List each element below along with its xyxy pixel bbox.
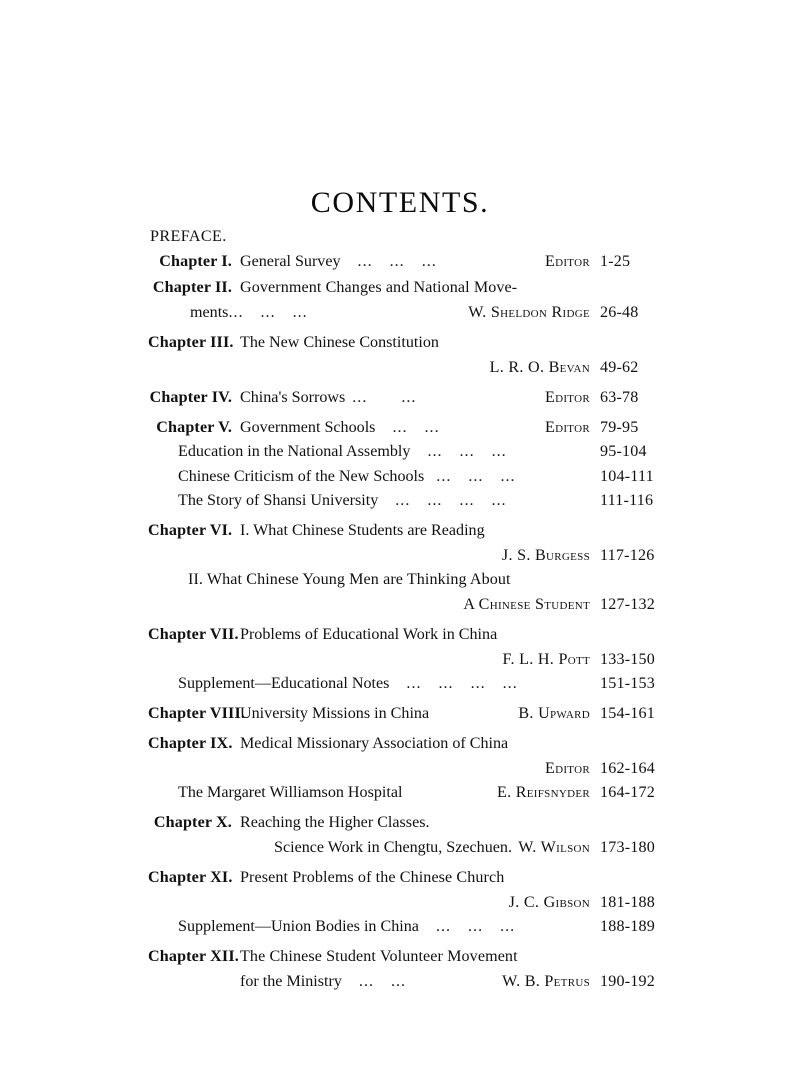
chapter-label: Chapter XII.	[148, 948, 239, 966]
entry-pages: 95-104	[600, 443, 647, 461]
toc-entry-education-national-assembly[interactable]	[148, 443, 658, 468]
entry-title: China's Sorrows ... ...	[240, 388, 417, 406]
chapter-label: Chapter X.	[153, 814, 232, 832]
entry-author: A Chinese Student	[463, 596, 590, 614]
leader-dots: ...	[459, 443, 475, 461]
entry-title: The Chinese Student Volunteer Movement	[240, 948, 518, 966]
leader-dots: ...	[391, 972, 407, 990]
leader-dots: ...	[401, 388, 417, 406]
entry-pages: 151-153	[600, 675, 656, 693]
entry-author: E. Reifsnyder	[496, 784, 590, 802]
entry-author: Editor	[544, 252, 590, 270]
leader-dots: ...	[500, 918, 516, 936]
entry-title: Government Changes and National Move-	[240, 279, 518, 297]
entry-pages: 173-180	[600, 838, 656, 856]
toc-entry-chapter-7[interactable]	[148, 626, 658, 675]
leader-dots: ...	[491, 443, 507, 461]
toc-entry-preface[interactable]	[148, 228, 658, 253]
entry-pages: 164-172	[600, 784, 656, 802]
leader-dots: ...	[358, 972, 374, 990]
toc-entry-chapter-2[interactable]	[148, 279, 658, 328]
leader-dots: ...	[424, 418, 440, 436]
toc-entry-chapter-4[interactable]	[148, 389, 658, 414]
entry-author: W. Sheldon Ridge	[468, 303, 590, 321]
entry-pages: 79-95	[600, 418, 639, 436]
leader-dots: ...	[228, 303, 244, 321]
entry-author: Editor	[544, 759, 590, 777]
toc-entry-chapter-10[interactable]	[148, 814, 658, 863]
leader-dots: ...	[468, 918, 484, 936]
entry-title: Government Schools ... ...	[240, 418, 440, 436]
leader-dots: ...	[435, 918, 452, 936]
entry-author: L. R. O. Bevan	[489, 358, 590, 376]
toc-entry-chapter-5[interactable]	[148, 419, 658, 444]
toc-entry-chinese-criticism-new-schools[interactable]	[148, 468, 658, 493]
entry-pages: 154-161	[600, 705, 656, 723]
entry-pages: 1-25	[600, 252, 631, 270]
chapter-label: Chapter VI.	[148, 522, 233, 540]
leader-dots: ...	[395, 492, 411, 510]
leader-dots: ...	[468, 467, 484, 485]
toc-entry-chapter-6[interactable]	[148, 522, 658, 571]
entry-author: F. L. H. Pott	[502, 650, 590, 668]
entry-pages: 133-150	[600, 650, 656, 668]
entry-pages: 188-189	[600, 918, 656, 936]
leader-dots: ...	[389, 252, 405, 270]
leader-dots: ...	[470, 675, 486, 693]
chapter-label: Chapter IX.	[148, 735, 233, 753]
entry-title: Problems of Educational Work in China	[240, 626, 498, 644]
leader-dots: ...	[427, 492, 443, 510]
toc-entry-chapter-6-part-2[interactable]	[148, 571, 658, 620]
toc-entry-supplement-educational-notes[interactable]	[148, 675, 658, 700]
leader-dots: ...	[421, 252, 437, 270]
entry-author: Editor	[544, 388, 590, 406]
leader-dots: ...	[392, 418, 408, 436]
entry-title: Supplement—Educational Notes ... ... ... ...	[178, 675, 518, 693]
toc-entry-chapter-1[interactable]	[148, 253, 658, 278]
preface-label: PREFACE.	[150, 228, 227, 245]
table-of-contents	[148, 228, 658, 997]
toc-entry-chapter-12[interactable]	[148, 948, 658, 997]
chapter-label: Chapter VIII.	[148, 705, 246, 723]
leader-dots: ...	[260, 303, 276, 321]
toc-entry-margaret-williamson-hospital[interactable]	[148, 784, 658, 809]
entry-title: The Story of Shansi University ... ... ... ...	[178, 492, 507, 510]
entry-title: The Margaret Williamson Hospital	[178, 784, 403, 802]
chapter-label: Chapter VII.	[148, 626, 239, 644]
leader-dots: ...	[500, 467, 516, 485]
leader-dots: ...	[352, 388, 368, 406]
entry-author: W. Wilson	[518, 838, 590, 856]
chapter-label: Chapter III.	[148, 333, 234, 351]
entry-pages: 49-62	[600, 358, 639, 376]
entry-title: Present Problems of the Chinese Church	[240, 868, 505, 886]
toc-entry-chapter-3[interactable]	[148, 334, 658, 383]
toc-entry-chapter-8[interactable]	[148, 705, 658, 730]
leader-dots: ...	[438, 675, 454, 693]
entry-pages: 190-192	[600, 972, 656, 990]
page-title: CONTENTS.	[310, 186, 490, 219]
leader-dots: ...	[357, 252, 373, 270]
toc-entry-chapter-11[interactable]	[148, 869, 658, 918]
entry-pages: 117-126	[600, 546, 655, 564]
entry-author: J. C. Gibson	[508, 893, 590, 911]
entry-author: Editor	[544, 418, 590, 436]
toc-entry-shansi-university[interactable]	[148, 492, 658, 517]
chapter-label: Chapter IV.	[149, 388, 232, 406]
entry-pages: 162-164	[600, 759, 656, 777]
entry-title-continued: ments... ... ...	[190, 303, 308, 321]
entry-pages: 127-132	[600, 596, 656, 614]
chapter-label: Chapter II.	[152, 279, 232, 297]
entry-author: J. S. Burgess	[501, 546, 590, 564]
entry-title: Education in the National Assembly ... ... ...	[178, 443, 507, 461]
leader-dots: ...	[491, 492, 507, 510]
leader-dots: ...	[427, 443, 443, 461]
leader-dots: ...	[406, 675, 422, 693]
entry-title: University Missions in China	[240, 705, 430, 723]
chapter-label: Chapter V.	[156, 418, 232, 436]
chapter-label: Chapter I.	[159, 252, 232, 270]
entry-title: Medical Missionary Association of China	[240, 735, 509, 753]
leader-dots: ...	[459, 492, 475, 510]
leader-dots: ...	[292, 303, 308, 321]
entry-title: I. What Chinese Students are Reading	[240, 522, 485, 540]
toc-entry-supplement-union-bodies[interactable]	[148, 918, 658, 943]
entry-pages: 181-188	[600, 893, 656, 911]
entry-author: B. Upward	[518, 705, 590, 723]
toc-entry-chapter-9[interactable]	[148, 735, 658, 784]
entry-title-continued: for the Ministry ... ...	[240, 972, 407, 990]
entry-title: Reaching the Higher Classes.	[240, 814, 430, 832]
entry-pages: 26-48	[600, 303, 639, 321]
chapter-label: Chapter XI.	[148, 868, 233, 886]
entry-pages: 63-78	[600, 388, 639, 406]
entry-title-continued: Science Work in Chengtu, Szechuen.	[274, 838, 512, 856]
entry-pages: 104-111	[600, 467, 654, 485]
entry-title: The New Chinese Constitution	[240, 333, 439, 351]
entry-title: II. What Chinese Young Men are Thinking About	[188, 571, 511, 589]
entry-title: General Survey ... ... ...	[240, 252, 437, 270]
entry-pages: 111-116	[600, 492, 654, 510]
entry-author: W. B. Petrus	[502, 972, 590, 990]
leader-dots: ...	[502, 675, 518, 693]
entry-title: Chinese Criticism of the New Schools ... ... ...	[178, 467, 516, 485]
entry-title: Supplement—Union Bodies in China ... ... ...	[178, 918, 516, 936]
leader-dots: ...	[436, 467, 452, 485]
